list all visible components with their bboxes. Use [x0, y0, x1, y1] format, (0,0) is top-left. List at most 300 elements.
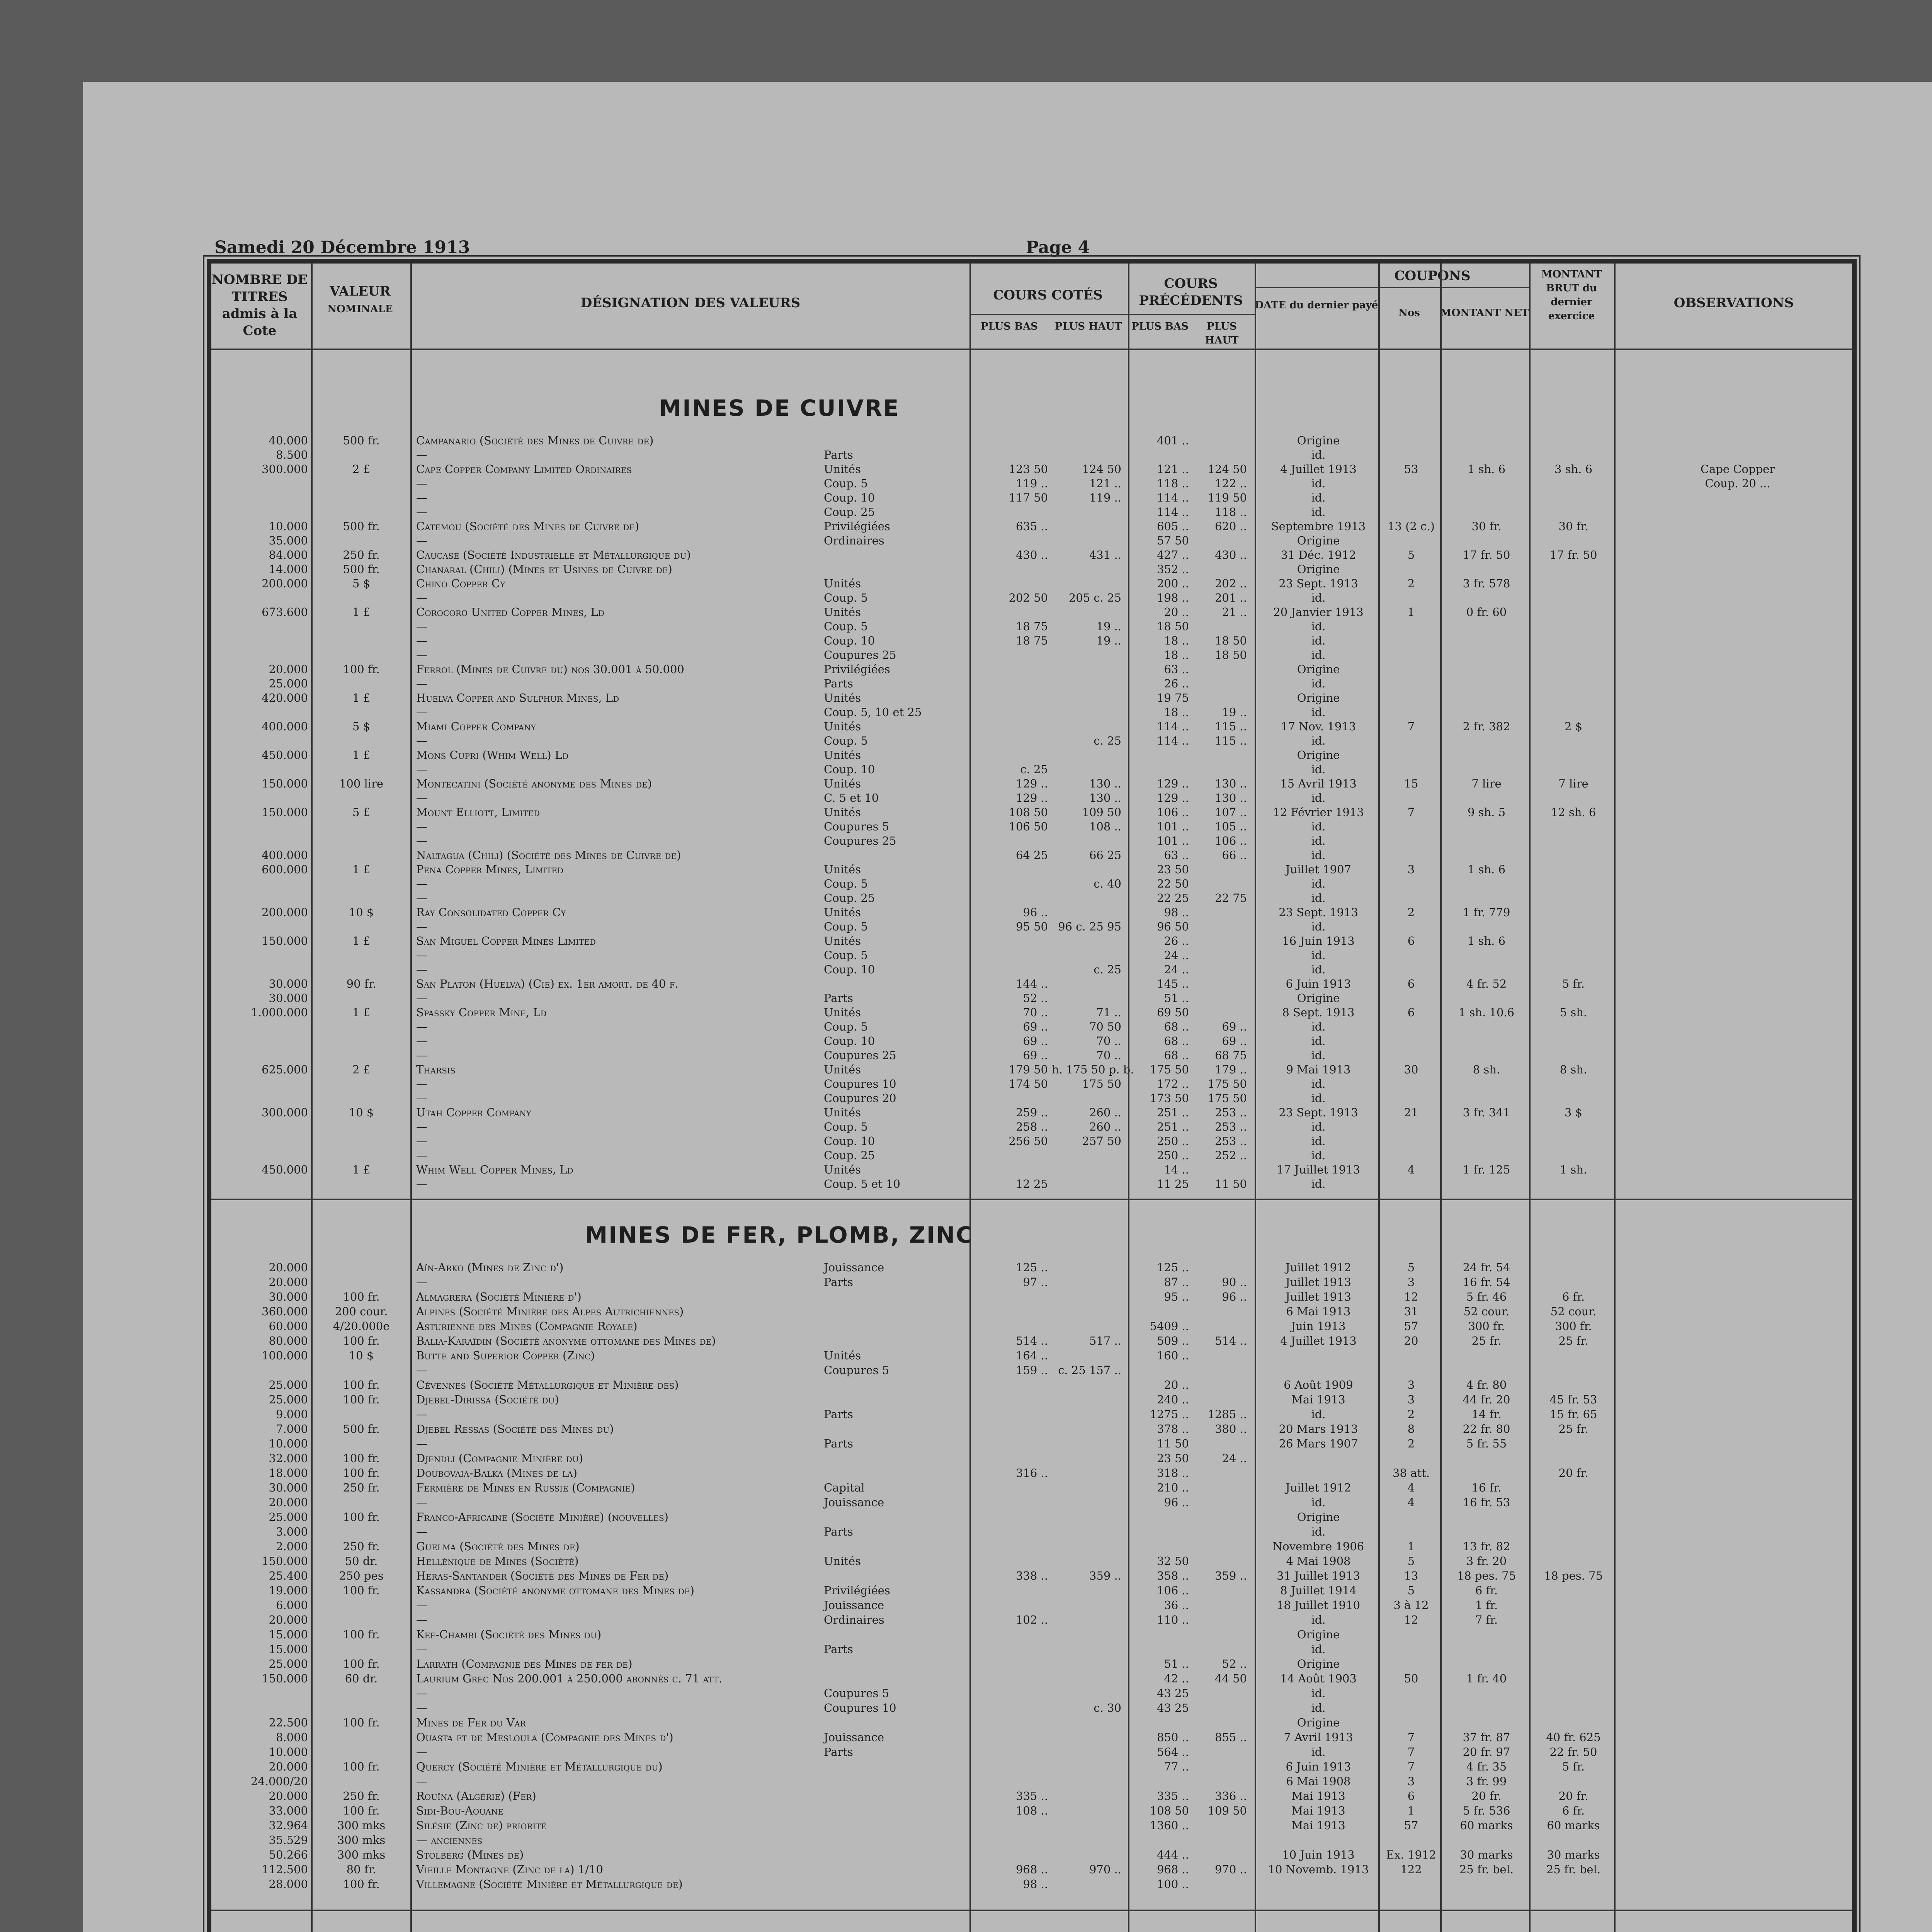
cell-mn: 24 fr. 54 [1463, 1261, 1510, 1274]
cell-nb: 8.000 [276, 1731, 308, 1744]
cell-des: — [416, 1437, 427, 1450]
cell-bas: 256 50 [1009, 1134, 1048, 1148]
cell-val: 200 cour. [335, 1305, 388, 1318]
cell-date: 8 Juillet 1914 [1280, 1584, 1357, 1597]
cell-haut: 260 .. [1089, 1106, 1121, 1119]
cell-des: — [416, 634, 427, 647]
cell-pb: 106 .. [1156, 1584, 1189, 1597]
cell-sub: Coup. 25 [824, 891, 875, 905]
cell-ex: 40 fr. 625 [1546, 1731, 1601, 1744]
cell-des: — [416, 1092, 427, 1105]
cell-val: 1 £ [352, 1006, 371, 1019]
cell-bas: 119 .. [1015, 477, 1048, 490]
cell-date: 6 Juin 1913 [1286, 1760, 1351, 1773]
cell-val: 100 fr. [343, 1378, 380, 1391]
cell-no: 3 [1407, 1378, 1415, 1391]
cell-no: 7 [1407, 1731, 1415, 1744]
cell-date: 12 Février 1913 [1273, 806, 1364, 819]
cell-des: San Miguel Copper Mines Limited [416, 934, 596, 947]
cell-val: 90 fr. [346, 977, 376, 990]
cell-sub: Coupures 10 [824, 1077, 896, 1090]
cell-des: — [416, 1701, 427, 1714]
cell-ph: 18 50 [1214, 634, 1247, 647]
cell-pb: 36 .. [1164, 1599, 1189, 1612]
cell-pb: 43 25 [1156, 1701, 1189, 1714]
column-rule [1255, 264, 1256, 1932]
cell-pb: 18 .. [1164, 634, 1189, 647]
cell-nb: 35.529 [269, 1833, 308, 1847]
cell-mn: 4 fr. 35 [1466, 1760, 1507, 1773]
cell-ph: 22 75 [1214, 891, 1247, 905]
cell-nb: 150.000 [262, 1554, 308, 1568]
cell-val: 80 fr. [346, 1863, 376, 1876]
cell-val: 10 $ [349, 906, 374, 919]
cell-no: 2 [1407, 1437, 1415, 1450]
cell-pb: 108 50 [1150, 1804, 1189, 1817]
cell-des: Heras-Santander (Société des Mines de Fer de) [416, 1569, 669, 1582]
cell-val: 100 fr. [343, 1628, 380, 1641]
cell-nb: 24.000/20 [250, 1775, 308, 1788]
cell-pb: 564 .. [1156, 1745, 1189, 1759]
header-valeur: VALEUR [330, 284, 391, 299]
cell-bas: 179 50 [1009, 1063, 1048, 1076]
cell-nb: 10.000 [269, 1745, 308, 1759]
cell-sub: Unités [824, 1349, 861, 1362]
cell-haut: 109 50 [1082, 806, 1121, 819]
cell-date: id. [1311, 1687, 1326, 1700]
cell-no: 4 [1407, 1481, 1415, 1494]
cell-ph: 253 .. [1214, 1106, 1247, 1119]
cell-haut: 130 .. [1089, 777, 1121, 790]
column-rule [311, 264, 313, 1932]
cell-nb: 10.000 [269, 1437, 308, 1450]
column-rule [1378, 264, 1380, 1932]
cell-nb: 150.000 [262, 806, 308, 819]
cell-ph: 90 .. [1222, 1276, 1247, 1289]
cell-no: 5 [1407, 1584, 1415, 1597]
cell-des: Utah Copper Company [416, 1106, 531, 1119]
cell-date: id. [1311, 620, 1326, 633]
cell-date: id. [1311, 591, 1326, 604]
cell-pb: 98 .. [1164, 906, 1189, 919]
cell-des: — [416, 677, 427, 690]
cell-des: Rouïna (Algérie) (Fer) [416, 1789, 536, 1803]
cell-pb: 101 .. [1156, 834, 1189, 847]
cell-nb: 20.000 [269, 663, 308, 676]
running-head [214, 238, 1888, 261]
cell-sub: Coup. 5 [824, 920, 868, 933]
cell-des: Butte and Superior Copper (Zinc) [416, 1349, 595, 1362]
cell-nb: 600.000 [262, 863, 308, 876]
cell-nb: 25.400 [269, 1569, 308, 1582]
cell-val: 100 fr. [343, 1804, 380, 1817]
cell-val: 100 fr. [343, 1334, 380, 1347]
cell-date: Origine [1297, 434, 1340, 447]
cell-mn: 60 marks [1460, 1819, 1513, 1832]
cell-ex: 3 sh. 6 [1554, 463, 1593, 476]
cell-no: 31 [1404, 1305, 1418, 1318]
cell-val: 100 fr. [343, 1878, 380, 1891]
cell-nb: 112.500 [262, 1863, 308, 1876]
cell-des: Vieille Montagne (Zinc de la) 1/10 [416, 1863, 603, 1876]
cell-no: 21 [1404, 1106, 1418, 1119]
cell-mn: 52 cour. [1463, 1305, 1510, 1318]
cell-ph: 11 50 [1214, 1177, 1247, 1190]
cell-des: — [416, 763, 427, 776]
cell-no: 53 [1404, 463, 1418, 476]
cell-ph: 253 .. [1214, 1120, 1247, 1133]
cell-des: — [416, 1408, 427, 1421]
cell-haut: 70 50 [1089, 1020, 1121, 1033]
cell-sub: Jouissance [824, 1496, 884, 1509]
cell-mn: 5 fr. 46 [1466, 1290, 1507, 1303]
cell-val: 250 fr. [343, 1789, 380, 1803]
header-rule [211, 349, 1854, 350]
cell-pb: 18 50 [1156, 620, 1189, 633]
cell-date: id. [1311, 891, 1326, 905]
cell-des: — [416, 706, 427, 719]
cell-pb: 101 .. [1156, 820, 1189, 833]
column-rule [969, 264, 971, 1932]
cell-bas: 335 .. [1015, 1789, 1048, 1803]
cell-no: 50 [1404, 1672, 1418, 1685]
cell-ex: 52 cour. [1550, 1305, 1597, 1318]
cell-no: 57 [1404, 1819, 1418, 1832]
cell-pb: 605 .. [1156, 520, 1189, 533]
cell-bas: 258 .. [1015, 1120, 1048, 1133]
cell-pb: 63 .. [1164, 849, 1189, 862]
cell-des: Ouasta et de Mesloula (Compagnie des Mines d') [416, 1731, 673, 1744]
header-subrule [1128, 314, 1255, 315]
cell-nb: 450.000 [262, 748, 308, 762]
cell-date: Juillet 1912 [1286, 1481, 1351, 1494]
cell-pb: 100 .. [1156, 1878, 1189, 1891]
cell-pb: 250 .. [1156, 1149, 1189, 1162]
cell-nb: 100.000 [262, 1349, 308, 1362]
cell-des: Ferrol (Mines de Cuivre du) nos 30.001 à 50.000 [416, 663, 684, 676]
cell-sub: Jouissance [824, 1261, 884, 1274]
cell-date: id. [1311, 1020, 1326, 1033]
cell-ph: 21 .. [1222, 605, 1247, 619]
cell-bas: 202 50 [1009, 591, 1048, 604]
cell-haut: 970 .. [1089, 1863, 1121, 1876]
cell-ph: 175 50 [1208, 1092, 1247, 1105]
cell-des: Doubovaia-Balka (Mines de la) [416, 1466, 577, 1480]
cell-des: — [416, 648, 427, 662]
cell-sub: Coupures 25 [824, 1049, 896, 1062]
cell-des: — [416, 920, 427, 933]
cell-des: — [416, 1134, 427, 1148]
cell-mn: 16 fr. 53 [1463, 1496, 1510, 1509]
cell-haut: c. 25 [1094, 963, 1121, 976]
cell-nb: 35.000 [269, 534, 308, 547]
cell-date: id. [1311, 963, 1326, 976]
cell-val: 100 lire [339, 777, 384, 790]
cell-ex: 12 sh. 6 [1551, 806, 1596, 819]
column-rule [1614, 264, 1616, 1932]
cell-no: 1 [1407, 1540, 1415, 1553]
cell-date: 14 Août 1903 [1280, 1672, 1357, 1685]
cell-date: 17 Nov. 1913 [1281, 720, 1356, 733]
cell-haut: 66 25 [1089, 849, 1121, 862]
cell-sub: Unités [824, 934, 861, 947]
cell-bas: 159 .. [1015, 1364, 1048, 1377]
cell-haut: 175 50 [1082, 1077, 1121, 1090]
cell-ex: 25 fr. [1558, 1334, 1588, 1347]
cell-pb: 11 25 [1156, 1177, 1189, 1190]
cell-nb: 7.000 [276, 1422, 308, 1435]
header-subrule [1255, 287, 1529, 288]
cell-mn: 16 fr. 54 [1463, 1276, 1510, 1289]
cell-pb: 68 .. [1164, 1049, 1189, 1062]
cell-val: 100 fr. [343, 1452, 380, 1465]
cell-pb: 378 .. [1156, 1422, 1189, 1435]
cell-des: Asturienne des Mines (Compagnie Royale) [416, 1320, 638, 1333]
cell-des: — [416, 1077, 427, 1090]
cell-mn: 44 fr. 20 [1463, 1393, 1510, 1406]
cell-ph: 69 .. [1222, 1020, 1247, 1033]
cell-date: 10 Novemb. 1913 [1268, 1863, 1369, 1876]
cell-nb: 200.000 [262, 577, 308, 590]
header-plus-haut: PLUS HAUT [1055, 321, 1122, 332]
cell-mn: 3 fr. 99 [1466, 1775, 1507, 1788]
cell-sub: Coup. 5 [824, 1020, 868, 1033]
cell-ph: 107 .. [1214, 806, 1247, 819]
cell-date: Origine [1297, 563, 1340, 576]
cell-sub: C. 5 et 10 [824, 791, 879, 804]
cell-obs: Cape Copper [1700, 463, 1775, 476]
cell-des: Mons Cupri (Whim Well) Ld [416, 748, 569, 762]
cell-mn: 22 fr. 80 [1463, 1422, 1510, 1435]
cell-des: Balia-Karaïdin (Société anonyme ottomane des Mines de) [416, 1334, 716, 1347]
header-designation: DÉSIGNATION DES VALEURS [580, 295, 801, 311]
cell-no: 5 [1407, 1261, 1415, 1274]
cell-date: 7 Avril 1913 [1284, 1731, 1353, 1744]
cell-pb: 318 .. [1156, 1466, 1189, 1480]
cell-pb: 444 .. [1156, 1848, 1189, 1861]
cell-bas: 968 .. [1015, 1863, 1048, 1876]
cell-pb: 22 50 [1156, 877, 1189, 890]
cell-sub: Coup. 5 [824, 477, 868, 490]
cell-sub: Unités [824, 1163, 861, 1176]
cell-val: 1 £ [352, 691, 371, 704]
cell-bas: 52 .. [1023, 992, 1048, 1005]
cell-nb: 20.000 [269, 1261, 308, 1274]
cell-des: — [416, 1496, 427, 1509]
cell-date: 26 Mars 1907 [1279, 1437, 1358, 1450]
cell-sub: Unités [824, 1106, 861, 1119]
cell-mn: 3 fr. 341 [1463, 1106, 1510, 1119]
cell-des: — [416, 1775, 427, 1788]
cell-pb: 43 25 [1156, 1687, 1189, 1700]
cell-haut: c. 40 [1094, 877, 1121, 890]
cell-no: 13 [1404, 1569, 1418, 1582]
cell-no: 8 [1407, 1422, 1415, 1435]
cell-pb: 57 50 [1156, 534, 1189, 547]
cell-sub: Unités [824, 463, 861, 476]
cell-nb: 3.000 [276, 1525, 308, 1538]
cell-bas: 338 .. [1015, 1569, 1048, 1582]
cell-sub: Coup. 5 [824, 591, 868, 604]
cell-mn: 6 fr. [1475, 1584, 1498, 1597]
cell-sub: Unités [824, 863, 861, 876]
column-rule [1529, 264, 1531, 1932]
cell-val: 300 mks [337, 1819, 386, 1832]
cell-des: Ray Consolidated Copper Cy [416, 906, 566, 919]
cell-ex: 7 lire [1558, 777, 1588, 790]
cell-des: Chanaral (Chili) (Mines et Usines de Cuivre de) [416, 563, 672, 576]
cell-ex: 18 pes. 75 [1544, 1569, 1603, 1582]
cell-date: id. [1311, 1613, 1326, 1626]
cell-val: 300 mks [337, 1833, 386, 1847]
cell-des: — [416, 1049, 427, 1062]
cell-sub: Unités [824, 1063, 861, 1076]
cell-haut: c. 30 [1094, 1701, 1121, 1714]
cell-des: — [416, 877, 427, 890]
cell-mn: 5 fr. 536 [1463, 1804, 1510, 1817]
cell-mn: 1 fr. [1475, 1599, 1498, 1612]
cell-pb: 114 .. [1156, 505, 1189, 519]
cell-pb: 69 50 [1156, 1006, 1189, 1019]
cell-bas: 64 25 [1015, 849, 1048, 862]
cell-val: 1 £ [352, 1163, 371, 1176]
cell-bas: 102 .. [1015, 1613, 1048, 1626]
cell-des: — [416, 1177, 427, 1190]
cell-date: 6 Mai 1908 [1286, 1775, 1351, 1788]
cell-nb: 15.000 [269, 1628, 308, 1641]
cell-no: 7 [1407, 806, 1415, 819]
cell-ph: 252 .. [1214, 1149, 1247, 1162]
cell-pb: 87 .. [1164, 1276, 1189, 1289]
cell-sub: Unités [824, 605, 861, 619]
cell-sub: Unités [824, 1554, 861, 1568]
cell-date: 8 Sept. 1913 [1282, 1006, 1355, 1019]
cell-pb: 20 .. [1164, 605, 1189, 619]
cell-ph: 24 .. [1222, 1452, 1247, 1465]
cell-sub: Unités [824, 1006, 861, 1019]
cell-no: 20 [1404, 1334, 1418, 1347]
cell-sub: Coup. 10 [824, 634, 875, 647]
cell-pb: 77 .. [1164, 1760, 1189, 1773]
cell-nb: 6.000 [276, 1599, 308, 1612]
cell-sub: Jouissance [824, 1731, 884, 1744]
cell-pb: 129 .. [1156, 791, 1189, 804]
cell-ph: 430 .. [1214, 548, 1247, 561]
cell-pb: 198 .. [1156, 591, 1189, 604]
cell-ph: 620 .. [1214, 520, 1247, 533]
cell-mn: 2 fr. 382 [1463, 720, 1510, 733]
cell-date: Origine [1297, 1716, 1340, 1729]
cell-sub: Ordinaires [824, 1613, 884, 1626]
cell-ph: 124 50 [1208, 463, 1247, 476]
cell-date: Juillet 1907 [1286, 863, 1351, 876]
cell-pb: 110 .. [1156, 1613, 1189, 1626]
cell-date: 4 Juillet 1913 [1280, 463, 1357, 476]
cell-des: Kassandra (Société anonyme ottomane des Mines de) [416, 1584, 694, 1597]
cell-haut: 71 .. [1096, 1006, 1121, 1019]
cell-date: 4 Mai 1908 [1286, 1554, 1351, 1568]
cell-pb: 850 .. [1156, 1731, 1189, 1744]
cell-date: id. [1311, 849, 1326, 862]
cell-ph: 119 50 [1208, 491, 1247, 504]
cell-des: — [416, 963, 427, 976]
cell-pb: 18 .. [1164, 706, 1189, 719]
cell-des: — [416, 591, 427, 604]
cell-val: 10 $ [349, 1349, 374, 1362]
cell-pb: 51 .. [1164, 1657, 1189, 1670]
cell-mn: 1 fr. 125 [1463, 1163, 1510, 1176]
cell-nb: 33.000 [269, 1804, 308, 1817]
cell-sub: Parts [824, 448, 853, 461]
cell-mn: 3 fr. 578 [1463, 577, 1510, 590]
cell-nb: 84.000 [269, 548, 308, 561]
cell-des: — [416, 992, 427, 1005]
cell-date: Origine [1297, 992, 1340, 1005]
cell-date: Novembre 1906 [1272, 1540, 1364, 1553]
cell-date: id. [1311, 448, 1326, 461]
cell-haut: 96 c. 25 95 [1058, 920, 1121, 933]
cell-no: 2 [1407, 577, 1415, 590]
cell-mn: 20 fr. [1471, 1789, 1502, 1803]
cell-bas: 129 .. [1015, 791, 1048, 804]
cell-val: 100 fr. [343, 1657, 380, 1670]
cell-sub: Privilégiées [824, 520, 890, 533]
cell-pb: 22 25 [1156, 891, 1189, 905]
cell-bas: 514 .. [1015, 1334, 1048, 1347]
cell-val: 500 fr. [343, 1422, 380, 1435]
cell-pb: 251 .. [1156, 1120, 1189, 1133]
header-cours-cotes: COURS COTÉS [993, 287, 1103, 303]
cell-des: Villemagne (Société Minière et Métallurgique de) [416, 1878, 683, 1891]
cell-sub: Coup. 25 [824, 1149, 875, 1162]
cell-nb: 30.000 [269, 977, 308, 990]
cell-nb: 2.000 [276, 1540, 308, 1553]
cell-date: Origine [1297, 534, 1340, 547]
cell-date: Juin 1913 [1291, 1320, 1346, 1333]
cell-no: Ex. 1912 [1386, 1848, 1436, 1861]
cell-bas: 430 .. [1015, 548, 1048, 561]
cell-des: Franco-Africaine (Société Minière) (nouvelles) [416, 1510, 668, 1524]
cell-nb: 25.000 [269, 677, 308, 690]
cell-no: 6 [1407, 1006, 1415, 1019]
cell-sub: Coup. 5 [824, 877, 868, 890]
cell-no: 2 [1407, 906, 1415, 919]
cell-des: Naltagua (Chili) (Société des Mines de Cuivre de) [416, 849, 681, 862]
cell-ex: 25 fr. [1558, 1422, 1588, 1435]
cell-des: — [416, 491, 427, 504]
cell-date: Septembre 1913 [1271, 520, 1366, 533]
cell-ph: 970 .. [1214, 1863, 1247, 1876]
section-title-fer: MINES DE FER, PLOMB, ZINC [585, 1222, 974, 1248]
cell-mn: 300 fr. [1468, 1320, 1505, 1333]
cell-ph: 19 .. [1222, 706, 1247, 719]
cell-date: Origine [1297, 1628, 1340, 1641]
cell-nb: 400.000 [262, 720, 308, 733]
cell-des: — [416, 1364, 427, 1377]
cell-date: 20 Janvier 1913 [1273, 605, 1364, 619]
cell-des: Hellénique de Mines (Société) [416, 1554, 579, 1568]
cell-nb: 20.000 [269, 1789, 308, 1803]
cell-bas: 125 .. [1015, 1261, 1048, 1274]
cell-nb: 150.000 [262, 934, 308, 947]
cell-date: id. [1311, 648, 1326, 662]
header-plus-bas: PLUS BAS [981, 321, 1038, 332]
cell-sub: Coup. 10 [824, 491, 875, 504]
cell-ex: 25 fr. bel. [1546, 1863, 1601, 1876]
cell-val: 5 £ [352, 806, 371, 819]
cell-val: 500 fr. [343, 434, 380, 447]
cell-mn: 18 pes. 75 [1457, 1569, 1516, 1582]
